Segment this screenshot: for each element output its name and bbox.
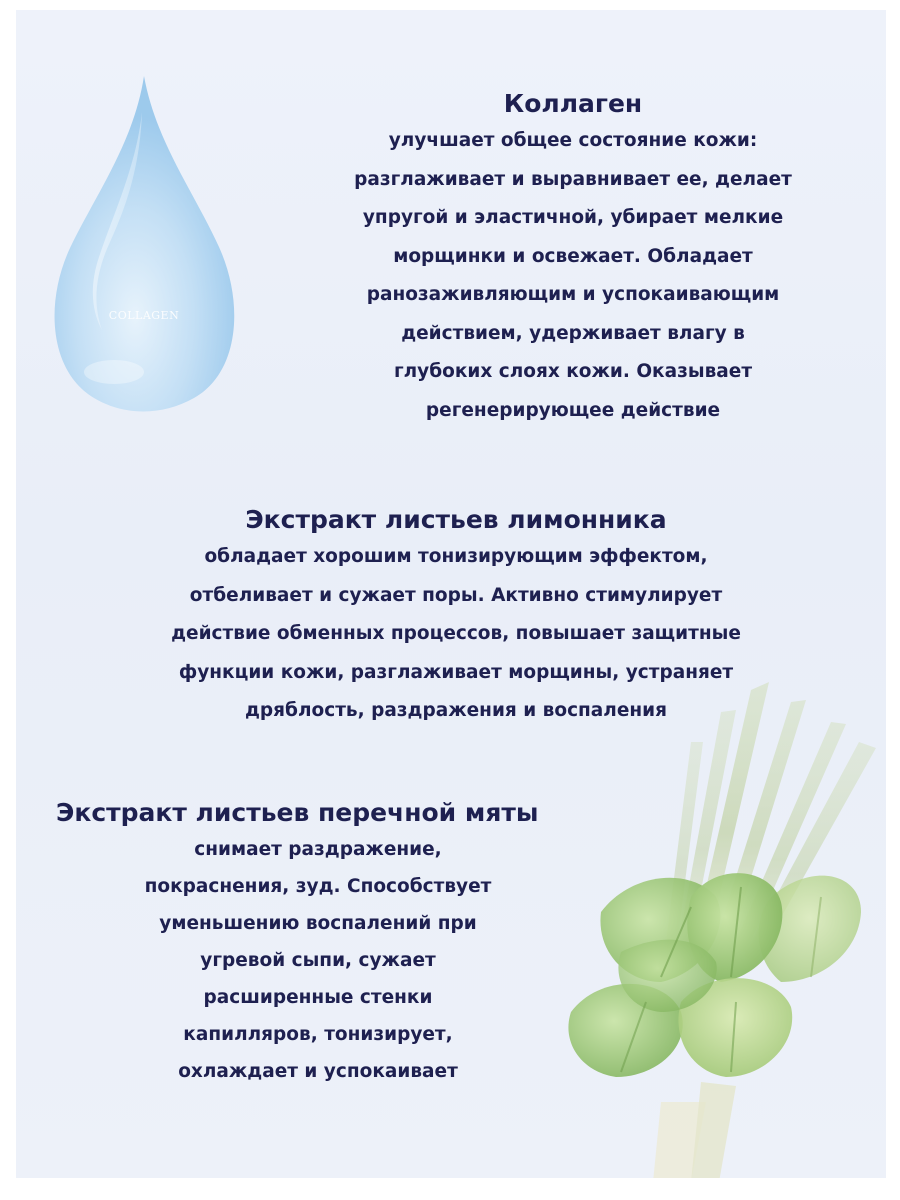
section-line: регенерирующее действие xyxy=(425,399,721,421)
section-peppermint xyxy=(38,795,598,1090)
section-line: капилляров, тонизирует, xyxy=(183,1024,453,1045)
section-line: обладает хорошим тонизирующим эффектом, xyxy=(204,546,708,567)
section-line: снимает раздражение, xyxy=(194,839,442,860)
drop-label: COLLAGEN xyxy=(108,309,180,322)
section-title: Экстракт листьев лимонника xyxy=(245,505,667,534)
section-line: функции кожи, разглаживает морщины, устраняет xyxy=(178,661,734,683)
section-line: действие обменных процессов, повышает защитные xyxy=(171,623,741,644)
section-line: уменьшению воспалений при xyxy=(159,913,477,934)
section-line: улучшает общее состояние кожи: xyxy=(388,130,758,151)
section-lemongrass xyxy=(76,502,836,731)
section-line: глубоких слоях кожи. Оказывает xyxy=(393,361,753,382)
section-collagen xyxy=(278,86,868,430)
section-line: дряблость, раздражения и воспаления xyxy=(244,700,668,721)
section-line: покраснения, зуд. Способствует xyxy=(144,876,492,897)
section-title: Коллаген xyxy=(503,89,643,118)
section-line: охлаждает и успокаивает xyxy=(178,1061,458,1082)
section-line: отбеливает и сужает поры. Активно стимулирует xyxy=(189,584,723,606)
ingredients-card xyxy=(16,10,886,1178)
section-line: угревой сыпи, сужает xyxy=(200,950,436,971)
section-line: расширенные стенки xyxy=(203,987,433,1008)
section-line: действием, удерживает влагу в xyxy=(401,322,745,344)
section-line: разглаживает и выравнивает ее, делает xyxy=(354,168,792,190)
section-title: Экстракт листьев перечной мяты xyxy=(56,798,539,827)
water-drop-icon xyxy=(44,72,244,417)
section-line: упругой и эластичной, убирает мелкие xyxy=(362,207,784,228)
section-line: ранозаживляющим и успокаивающим xyxy=(366,284,780,305)
section-line: морщинки и освежает. Обладает xyxy=(393,245,753,267)
